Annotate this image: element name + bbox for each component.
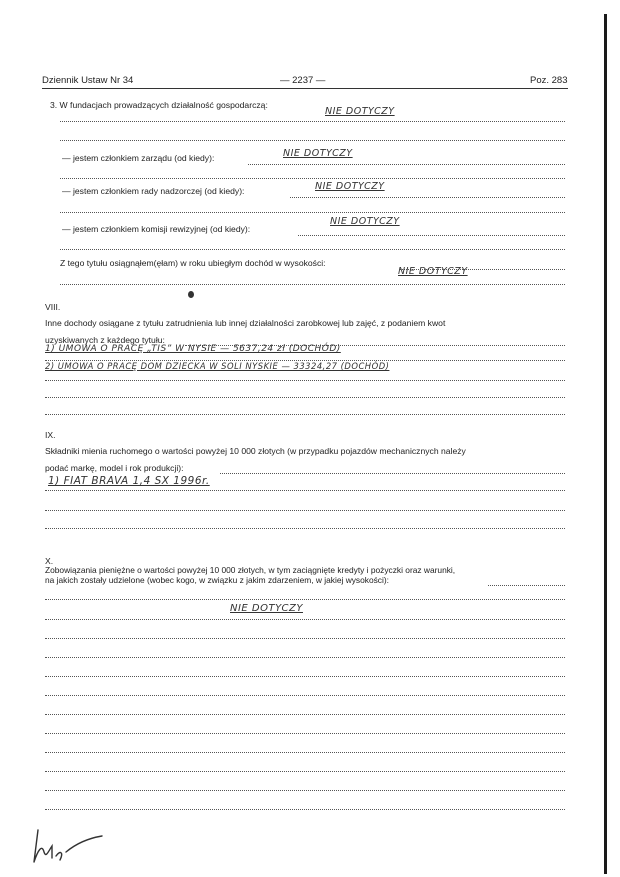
dotted-line [45, 695, 565, 696]
dotted-line [45, 490, 565, 491]
section3-title: 3. W fundacjach prowadzących działalność gospodarczą: [50, 100, 268, 110]
dotted-line [45, 771, 565, 772]
section10-answer: NIE DOTYCZY [230, 603, 303, 614]
dotted-line [45, 528, 565, 529]
page-number: — 2237 — [280, 75, 326, 86]
section8-entry2: 2) UMOWA O PRACĘ DOM DZIECKA W SOLI NYSKIE — 33324,27 (DOCHÓD) [45, 361, 390, 371]
board-answer: NIE DOTYCZY [283, 148, 353, 159]
income-answer: NIE DOTYCZY [398, 266, 468, 277]
dotted-line [45, 414, 565, 415]
section3-answer: NIE DOTYCZY [325, 106, 395, 117]
dotted-line [45, 752, 565, 753]
section9-text2: podać markę, model i rok produkcji): [45, 463, 184, 473]
dotted-line [488, 585, 565, 586]
section8-entry1: 1) UMOWA O PRACĘ „TIS” W NYSIE — 5637,24 zł (DOCHÓD) [45, 344, 341, 354]
income-label: Z tego tytułu osiągnąłem(ęłam) w roku ubiegłym dochód w wysokości: [60, 258, 326, 268]
dotted-line [45, 397, 565, 398]
dotted-line [45, 714, 565, 715]
section9-entry1: 1) FIAT BRAVA 1,4 SX 1996r. [48, 475, 210, 487]
dotted-line [45, 380, 565, 381]
position-number: Poz. 283 [530, 75, 568, 86]
dotted-line [298, 235, 565, 236]
audit-answer: NIE DOTYCZY [330, 216, 400, 227]
dotted-line [248, 164, 565, 165]
scan-edge [604, 14, 607, 874]
dotted-line [220, 473, 565, 474]
dotted-line [45, 657, 565, 658]
dotted-line [60, 140, 565, 141]
dotted-line [60, 178, 565, 179]
section9-numeral: IX. [45, 430, 56, 440]
ink-spot [188, 291, 194, 298]
section8-text2: uzyskiwanych z każdego tytułu: [45, 335, 165, 345]
section9-text1: Składniki mienia ruchomego o wartości powyżej 10 000 złotych (w przypadku pojazdów mechanicznych należy [45, 446, 466, 456]
section10-numeral: X. [45, 556, 54, 566]
dotted-line [45, 619, 565, 620]
dotted-line [60, 249, 565, 250]
dotted-line [45, 790, 565, 791]
signature-initials [30, 822, 110, 867]
dotted-line [45, 599, 565, 600]
journal-name: Dziennik Ustaw Nr 34 [42, 75, 134, 86]
dotted-line [45, 733, 565, 734]
supervisory-label: — jestem członkiem rady nadzorczej (od kiedy): [62, 186, 245, 196]
dotted-line [45, 676, 565, 677]
supervisory-answer: NIE DOTYCZY [315, 181, 385, 192]
dotted-line [45, 638, 565, 639]
dotted-line [60, 121, 565, 122]
section10-text2: na jakich zostały udzielone (wobec kogo, w związku z jakim zdarzeniem, w jakiej wysokości): [45, 575, 389, 585]
section10-text1: Zobowiązania pieniężne o wartości powyżej 10 000 złotych, w tym zaciągnięte kredyty i pożyczki oraz warunki, [45, 565, 456, 575]
dotted-line [45, 809, 565, 810]
section8-text1: Inne dochody osiągane z tytułu zatrudnienia lub innej działalności zarobkowej lub zajęć, z podaniem kwot [45, 318, 446, 328]
dotted-line [290, 197, 565, 198]
audit-label: — jestem członkiem komisji rewizyjnej (od kiedy): [62, 224, 251, 234]
dotted-line [60, 284, 565, 285]
header-rule [42, 88, 568, 89]
dotted-line [60, 212, 565, 213]
board-label: — jestem członkiem zarządu (od kiedy): [62, 153, 215, 163]
dotted-line [45, 510, 565, 511]
section8-numeral: VIII. [45, 302, 61, 312]
